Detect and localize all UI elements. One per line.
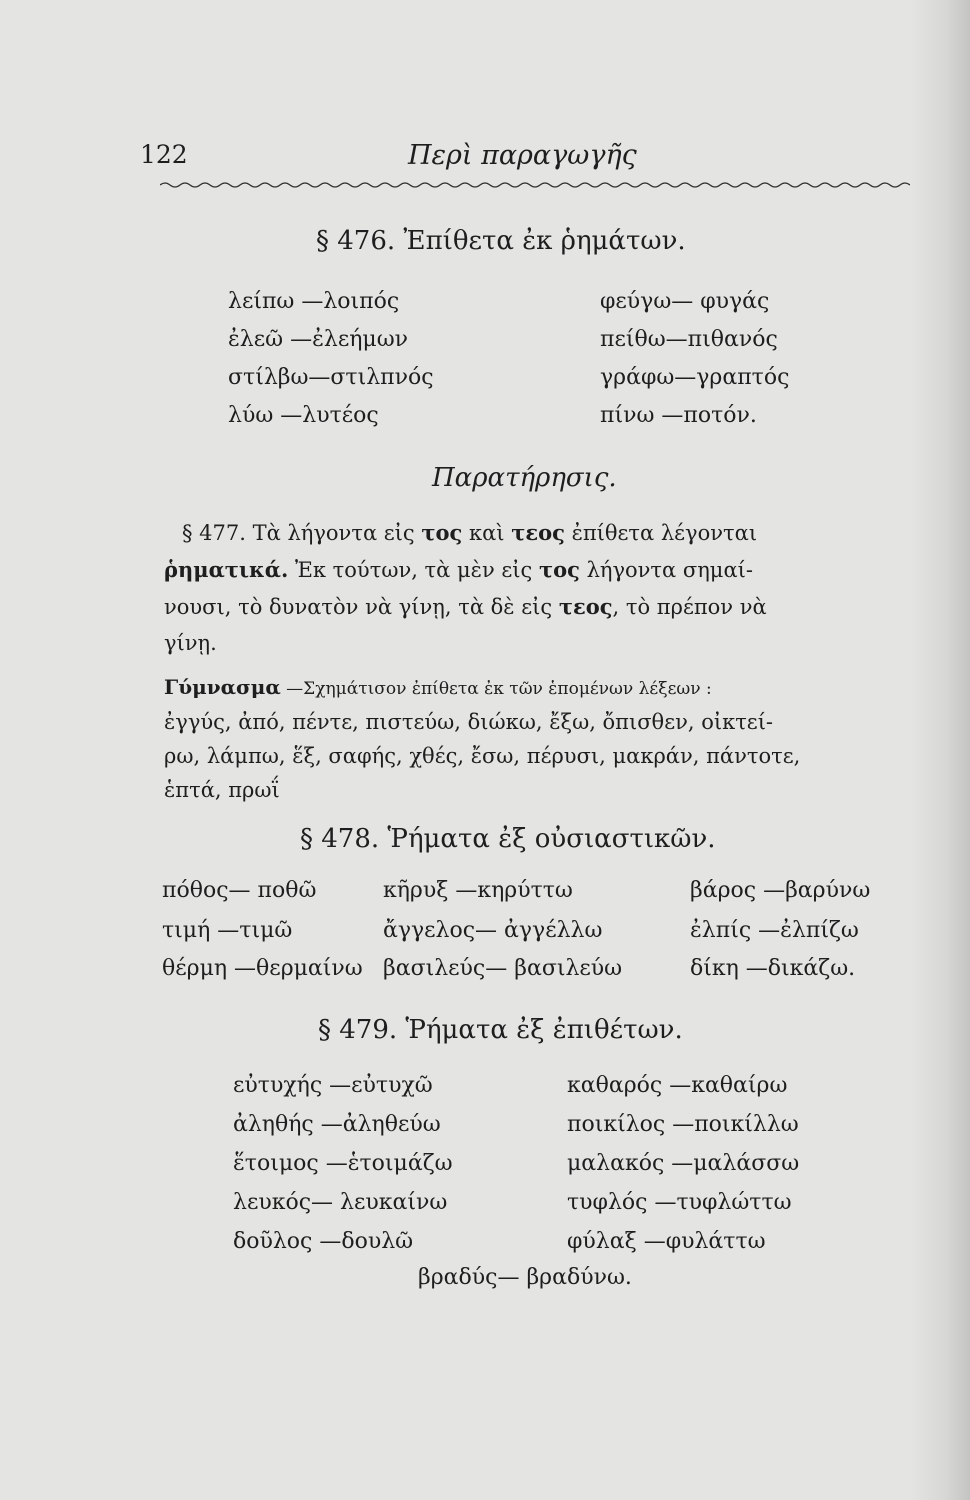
s477-line-3: νουσι, τὸ δυνατὸν νὰ γίνῃ, τὰ δὲ εἰς τεος, τὸ πρέπον νὰ bbox=[164, 594, 767, 619]
s478-col3-1: βάρος —βαρύνω bbox=[690, 878, 871, 903]
s476-left-2: ἐλεῶ —ἐλεήμων bbox=[228, 327, 409, 352]
s479-left-3: ἕτοιμος —ἑτοιμάζω bbox=[233, 1151, 453, 1176]
page-spine-shadow bbox=[910, 0, 970, 1500]
s479-right-1: καθαρός —καθαίρω bbox=[567, 1073, 788, 1098]
s476-right-1: φεύγω— φυγάς bbox=[600, 289, 770, 314]
section-478-heading: § 478. Ῥήματα ἐξ οὐσιαστικῶν. bbox=[300, 824, 716, 854]
exercise-line-2: ρω, λάμπω, ἕξ, σαφής, χθές, ἔσω, πέρυσι, μακράν, πάντοτε, bbox=[164, 744, 801, 768]
s476-left-3: στίλβω—στιλπνός bbox=[228, 365, 434, 390]
exercise-line-3: ἑπτά, πρωΐ bbox=[164, 778, 280, 802]
s479-left-4: λευκός— λευκαίνω bbox=[233, 1190, 448, 1215]
header-wavy-rule bbox=[160, 181, 910, 189]
observation-heading: Παρατήρησις. bbox=[432, 463, 617, 493]
s479-left-1: εὐτυχής —εὐτυχῶ bbox=[233, 1073, 433, 1098]
s478-col3-3: δίκη —δικάζω. bbox=[690, 956, 856, 981]
s479-last: βραδύς— βραδύνω. bbox=[418, 1265, 632, 1290]
s478-col1-2: τιμή —τιμῶ bbox=[162, 918, 293, 943]
s478-col3-2: ἐλπίς —ἐλπίζω bbox=[690, 918, 859, 943]
exercise-intro: Γύμνασμα —Σχημάτισον ἐπίθετα ἐκ τῶν ἑπομένων λέξεων : bbox=[164, 675, 712, 699]
s476-left-4: λύω —λυτέος bbox=[228, 403, 379, 428]
s476-right-2: πείθω—πιθανός bbox=[600, 327, 778, 352]
exercise-label: Γύμνασμα bbox=[164, 675, 281, 699]
s478-col2-1: κῆρυξ —κηρύττω bbox=[383, 878, 573, 903]
exercise-line-1: ἐγγύς, ἀπό, πέντε, πιστεύω, διώκω, ἔξω, ὄπισθεν, οἰκτεί- bbox=[164, 710, 774, 734]
s478-col2-3: βασιλεύς— βασιλεύω bbox=[383, 956, 623, 981]
s479-right-4: τυφλός —τυφλώττω bbox=[567, 1190, 792, 1215]
s477-line-2: ῥηματικά. Ἐκ τούτων, τὰ μὲν εἰς τος λήγοντα σημαί- bbox=[164, 557, 753, 582]
s479-right-2: ποικίλος —ποικίλλω bbox=[567, 1112, 799, 1137]
s478-col1-1: πόθος— ποθῶ bbox=[162, 878, 317, 903]
s476-left-1: λείπω —λοιπός bbox=[228, 289, 400, 314]
s479-right-5: φύλαξ —φυλάττω bbox=[567, 1229, 766, 1254]
s476-right-4: πίνω —ποτόν. bbox=[600, 403, 757, 428]
section-476-heading: § 476. Ἐπίθετα ἐκ ῥημάτων. bbox=[316, 226, 686, 256]
s476-right-3: γράφω—γραπτός bbox=[600, 365, 790, 390]
s479-right-3: μαλακός —μαλάσσω bbox=[567, 1151, 800, 1176]
section-479-heading: § 479. Ῥήματα ἐξ ἐπιθέτων. bbox=[318, 1015, 683, 1045]
s477-line-1: § 477. Τὰ λήγοντα εἰς τος καὶ τεος ἐπίθετα λέγονται bbox=[182, 520, 758, 545]
s478-col1-3: θέρμη —θερμαίνω bbox=[162, 956, 363, 981]
s479-left-2: ἀληθής —ἀληθεύω bbox=[233, 1112, 441, 1137]
s478-col2-2: ἄγγελος— ἀγγέλλω bbox=[383, 918, 603, 943]
page-number: 122 bbox=[140, 140, 188, 169]
s477-line-4: γίνῃ. bbox=[164, 631, 217, 655]
s479-left-5: δοῦλος —δουλῶ bbox=[233, 1229, 414, 1254]
running-title: Περὶ παραγωγῆς bbox=[408, 140, 637, 171]
